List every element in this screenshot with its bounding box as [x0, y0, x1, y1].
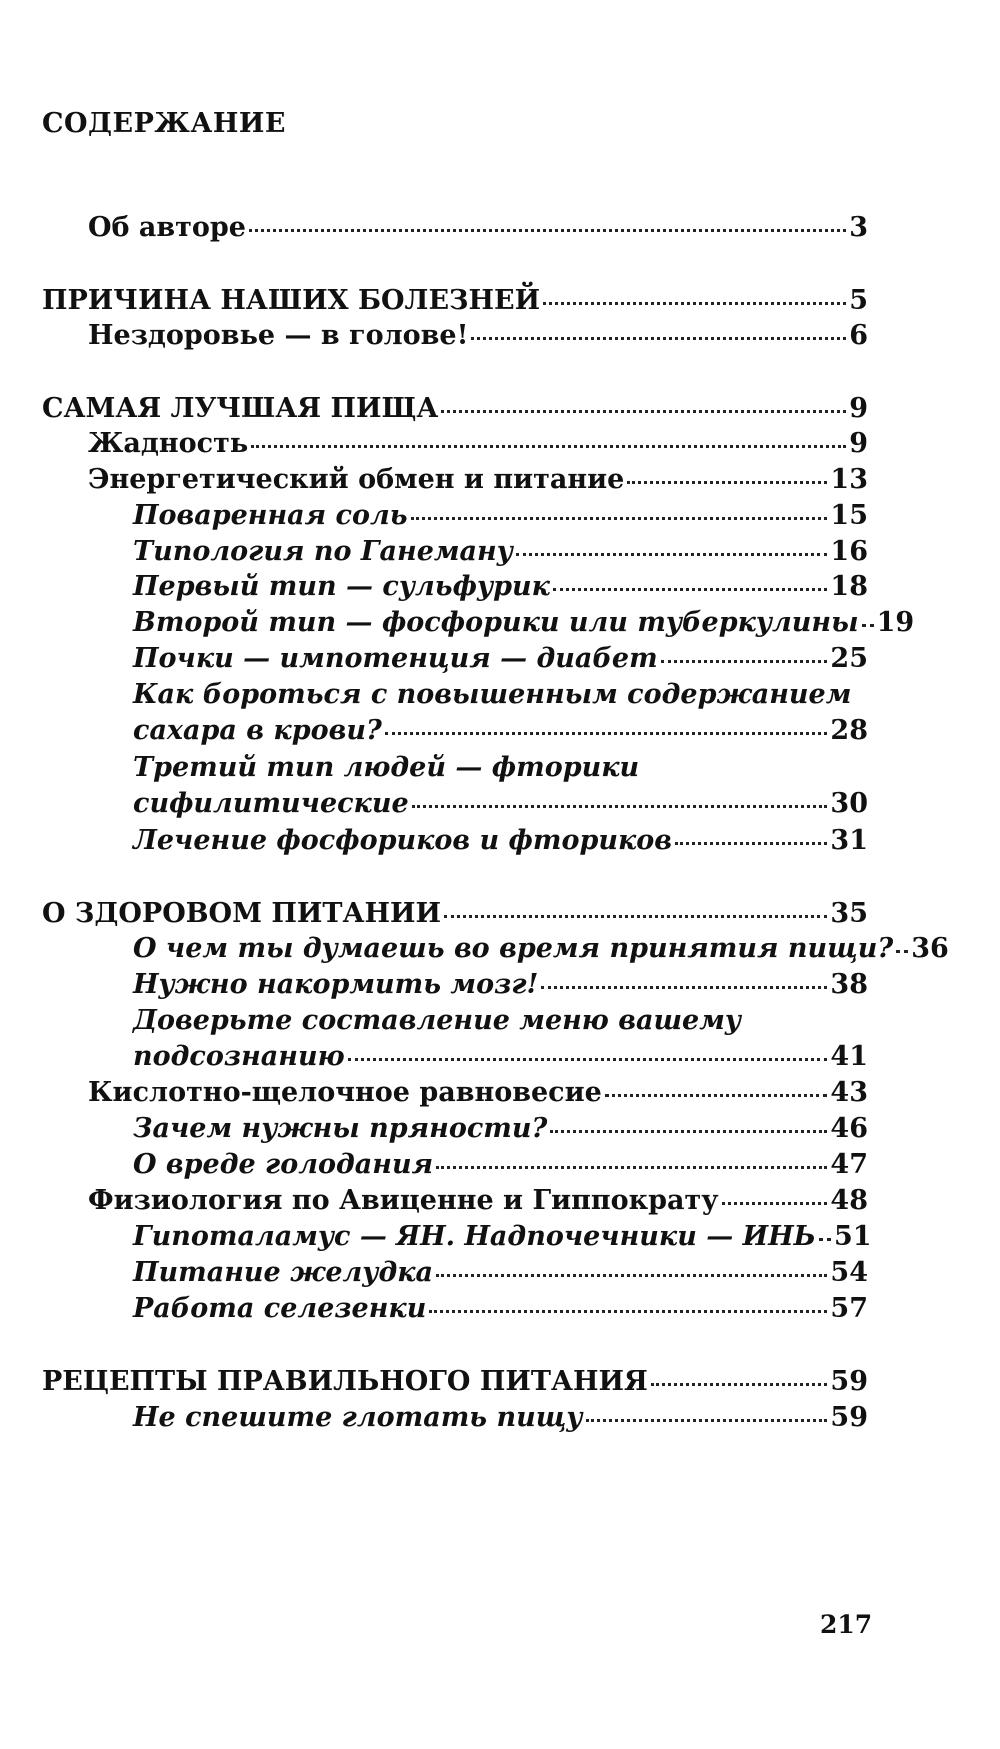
toc-entry-title: Второй тип — фосфорики или туберкулины [133, 607, 859, 638]
toc-entry-page: 35 [830, 898, 868, 929]
toc-entry-page: 51 [833, 1221, 872, 1252]
toc-entry-title: Поваренная соль [133, 500, 408, 531]
toc-entry-title: Не спешите глотать пищу [133, 1402, 583, 1433]
toc-entry-title: Энергетический обмен и питание [88, 464, 625, 495]
toc-entry [88, 212, 868, 243]
toc-entry-page: 30 [830, 788, 868, 819]
toc-entry [133, 825, 868, 856]
toc-entry-title-line1: Третий тип людей — фторики [133, 752, 640, 783]
toc-entry [88, 320, 868, 351]
toc-entry-title: РЕЦЕПТЫ ПРАВИЛЬНОГО ПИТАНИЯ [42, 1366, 648, 1397]
toc-entry-page: 43 [830, 1077, 868, 1108]
toc-entry-title: сифилитические [133, 788, 409, 819]
toc-leader-dots [862, 624, 874, 627]
toc-entry-page: 19 [876, 607, 915, 638]
toc-leader-dots [627, 481, 827, 484]
toc-entry [133, 1221, 872, 1252]
toc-entry-page: 3 [849, 212, 868, 243]
toc-entry-title: Физиология по Авиценне и Гиппократу [88, 1185, 719, 1216]
toc-entry-title: Нужно накормить мозг! [133, 969, 539, 1000]
toc-leader-dots [412, 805, 828, 808]
toc-leader-dots [896, 950, 908, 953]
toc-entry-page: 18 [830, 571, 868, 602]
toc-leader-dots [550, 1130, 827, 1133]
toc-entry-page: 15 [830, 500, 868, 531]
toc-entry-page: 46 [830, 1113, 868, 1144]
toc-leader-dots [429, 1310, 827, 1313]
toc-entry-title: О вреде голодания [133, 1149, 434, 1180]
toc-entry-page: 13 [830, 464, 868, 495]
toc-entry-page: 59 [830, 1402, 868, 1433]
toc-entry-page: 36 [911, 933, 949, 964]
toc-entry-title: Кислотно-щелочное равновесие [88, 1077, 602, 1108]
toc-entry-page: 54 [830, 1257, 868, 1288]
toc-entry-page: 5 [849, 285, 868, 316]
toc-entry-page: 48 [830, 1185, 868, 1216]
toc-entry-title: Питание желудка [133, 1257, 433, 1288]
toc-entry-title: Почки — импотенция — диабет [133, 643, 658, 674]
toc-entry-page: 38 [830, 969, 868, 1000]
toc-leader-dots [411, 517, 828, 520]
toc-leader-dots [249, 229, 846, 232]
toc-entry [133, 643, 868, 674]
toc-leader-dots [436, 1274, 827, 1277]
toc-entry [42, 898, 868, 929]
toc-entry-title: Работа селезенки [133, 1293, 427, 1324]
toc-leader-dots [541, 986, 827, 989]
toc-entry-title: сахара в крови? [133, 715, 382, 746]
toc-entry [133, 788, 868, 819]
toc-entry-title: Нездоровье — в голове! [88, 320, 469, 351]
toc-entry [88, 428, 868, 459]
toc-entry-page: 25 [830, 643, 868, 674]
toc-leader-dots [251, 445, 846, 448]
toc-entry-page: 28 [830, 715, 868, 746]
toc-leader-dots [651, 1383, 828, 1386]
toc-entry [133, 1113, 868, 1144]
toc-entry-title: Об авторе [88, 212, 246, 243]
toc-entry [133, 607, 915, 638]
toc-leader-dots [444, 915, 827, 918]
toc-entry-title: Гипоталамус — ЯН. Надпочечники — ИНЬ [133, 1221, 816, 1252]
toc-entry-page: 9 [849, 393, 868, 424]
toc-entry-title: Жадность [88, 428, 249, 459]
toc-entry-page: 47 [830, 1149, 868, 1180]
toc-leader-dots [553, 588, 828, 591]
toc-leader-dots [441, 410, 846, 413]
toc-entry-page: 41 [830, 1041, 868, 1072]
toc-leader-dots [586, 1419, 828, 1422]
toc-entry-page: 6 [849, 320, 868, 351]
toc-entry [133, 715, 868, 746]
toc-leader-dots [471, 337, 846, 340]
toc-leader-dots [605, 1094, 828, 1097]
toc-entry [133, 1293, 868, 1324]
toc-entry [42, 393, 868, 424]
toc-entry-title: О ЗДОРОВОМ ПИТАНИИ [42, 898, 441, 929]
toc-entry [133, 1402, 868, 1433]
toc-entry-title: Зачем нужны пряности? [133, 1113, 548, 1144]
toc-entry-title: подсознанию [133, 1041, 345, 1072]
toc-entry-title: Первый тип — сульфурик [133, 571, 550, 602]
toc-entry-title: ПРИЧИНА НАШИХ БОЛЕЗНЕЙ [42, 285, 541, 316]
toc-leader-dots [675, 842, 827, 845]
toc-entry [88, 464, 868, 495]
toc-entry [42, 285, 868, 316]
toc-leader-dots [543, 302, 846, 305]
toc-entry [133, 500, 868, 531]
toc-leader-dots [722, 1202, 828, 1205]
toc-leader-dots [661, 660, 828, 663]
toc-entry [133, 1149, 868, 1180]
toc-entry [42, 1366, 868, 1397]
toc-entry-title-line1: Доверьте составление меню вашему [133, 1005, 742, 1036]
toc-leader-dots [436, 1166, 827, 1169]
toc-entry-title-line1: Как бороться с повышенным содержанием [133, 679, 852, 710]
toc-leader-dots [348, 1058, 828, 1061]
toc-entry [88, 1185, 868, 1216]
toc-entry-page: 57 [830, 1293, 868, 1324]
toc-entry [133, 933, 949, 964]
toc-entry-page: 16 [830, 536, 868, 567]
toc-entry-title: САМАЯ ЛУЧШАЯ ПИЩА [42, 393, 439, 424]
toc-entry [133, 1041, 868, 1072]
toc-entry-page: 9 [849, 428, 868, 459]
page-number: 217 [820, 1610, 873, 1639]
toc-entry-page: 31 [830, 825, 868, 856]
toc-entry [133, 571, 868, 602]
toc-leader-dots [516, 553, 828, 556]
toc-entry [133, 1257, 868, 1288]
toc-entry-title: Лечение фосфориков и фториков [133, 825, 672, 856]
toc-entry [133, 969, 868, 1000]
toc-leader-dots [819, 1238, 831, 1241]
toc-leader-dots [385, 732, 828, 735]
contents-heading: СОДЕРЖАНИЕ [42, 108, 286, 139]
toc-entry-page: 59 [830, 1366, 868, 1397]
toc-entry [133, 536, 868, 567]
toc-entry [88, 1077, 868, 1108]
toc-entry-title: О чем ты думаешь во время принятия пищи? [133, 933, 894, 964]
toc-entry-title: Типология по Ганеману [133, 536, 513, 567]
